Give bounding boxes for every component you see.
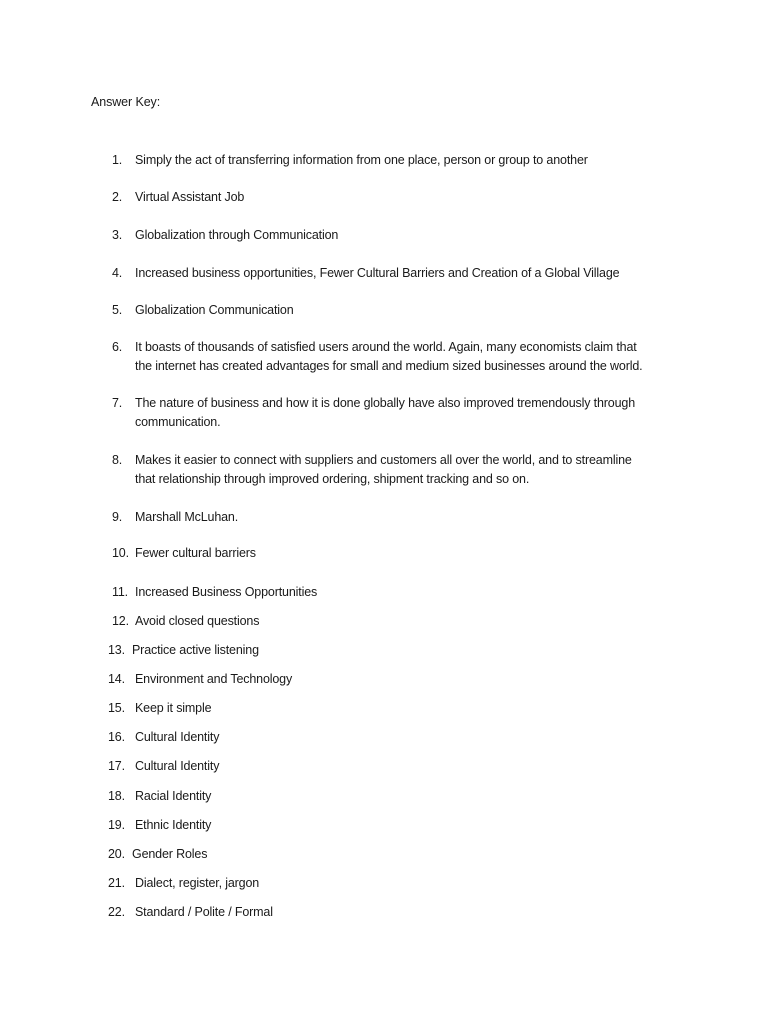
answer-text [135, 544, 256, 563]
answer-number: 15. [108, 701, 125, 715]
answer-text-line: The nature of business and how it is done globally have also improved tremendously through [135, 396, 636, 410]
answer-text-line: Avoid closed questions [135, 614, 260, 628]
answer-text-line: Cultural Identity [135, 730, 220, 744]
answer-text-line: Globalization Communication [135, 303, 294, 317]
answer-text [135, 188, 244, 207]
answer-text-line: Ethnic Identity [135, 818, 212, 832]
answer-text-line: Practice active listening [132, 643, 259, 657]
answer-text [135, 670, 292, 689]
answer-number: 2. [112, 190, 123, 204]
answer-text [135, 583, 317, 602]
answer-text-line: Gender Roles [132, 847, 208, 861]
answer-text [135, 508, 238, 527]
answer-text-line: that relationship through improved ordering, shipment tracking and so on. [135, 471, 530, 486]
answer-text [135, 874, 259, 893]
answer-text-line: Keep it simple [135, 701, 212, 715]
answer-text-line: Globalization through Communication [135, 228, 339, 242]
answer-text-line: Standard / Polite / Formal [135, 905, 273, 919]
answer-number: 10. [112, 546, 129, 560]
answer-text [135, 451, 632, 488]
answer-number: 9. [112, 510, 123, 524]
answer-text [135, 787, 211, 806]
answer-number: 13. [108, 643, 125, 657]
answer-number: 20. [108, 847, 125, 861]
answer-text-line: Simply the act of transferring information from one place, person or group to another [135, 153, 588, 167]
answer-text [135, 612, 259, 631]
answer-text [135, 903, 273, 922]
answer-number: 16. [108, 730, 125, 744]
answer-text [135, 264, 619, 283]
answer-number: 7. [112, 396, 123, 410]
answer-text [135, 338, 642, 375]
answer-text-line: Cultural Identity [135, 759, 220, 773]
answer-text [135, 301, 294, 320]
answer-number: 5. [112, 303, 123, 317]
answer-text-line: Marshall McLuhan. [135, 510, 239, 524]
answer-number: 11. [112, 585, 128, 599]
answer-number: 6. [112, 340, 123, 354]
answer-text-line: Environment and Technology [135, 672, 293, 686]
answer-number: 3. [112, 228, 123, 242]
answer-number: 12. [112, 614, 129, 628]
answer-text [135, 699, 211, 718]
answer-text-line: Makes it easier to connect with suppliers and customers all over the world, and to streamline [135, 453, 632, 467]
answer-text [135, 226, 338, 245]
answer-text-line: Virtual Assistant Job [135, 190, 245, 204]
answer-text-line: the internet has created advantages for small and medium sized businesses around the world. [135, 358, 643, 373]
answer-number: 21. [108, 876, 125, 890]
answer-text [135, 816, 211, 835]
answer-text-line: Dialect, register, jargon [135, 876, 260, 890]
answer-number: 4. [112, 266, 123, 280]
answer-number: 18. [108, 789, 125, 803]
answer-text-line: communication. [135, 414, 221, 429]
answer-text [135, 757, 219, 776]
answer-number: 14. [108, 672, 125, 686]
answer-number: 17. [108, 759, 125, 773]
answer-number: 1. [112, 153, 123, 167]
answer-text-line: Increased Business Opportunities [135, 585, 318, 599]
answer-text [132, 845, 207, 864]
answer-number: 22. [108, 905, 125, 919]
answer-number: 8. [112, 453, 123, 467]
answer-text-line: It boasts of thousands of satisfied users around the world. Again, many economists claim that [135, 340, 637, 354]
answer-text [132, 641, 259, 660]
answer-text-line: Increased business opportunities, Fewer Cultural Barriers and Creation of a Global Village [135, 266, 620, 280]
answer-key-heading: Answer Key: [91, 95, 161, 109]
answer-text [135, 728, 219, 747]
answer-text-line: Fewer cultural barriers [135, 546, 256, 560]
answer-text [135, 151, 588, 170]
answer-number: 19. [108, 818, 125, 832]
answer-text-line: Racial Identity [135, 789, 212, 803]
answer-text [135, 394, 635, 431]
